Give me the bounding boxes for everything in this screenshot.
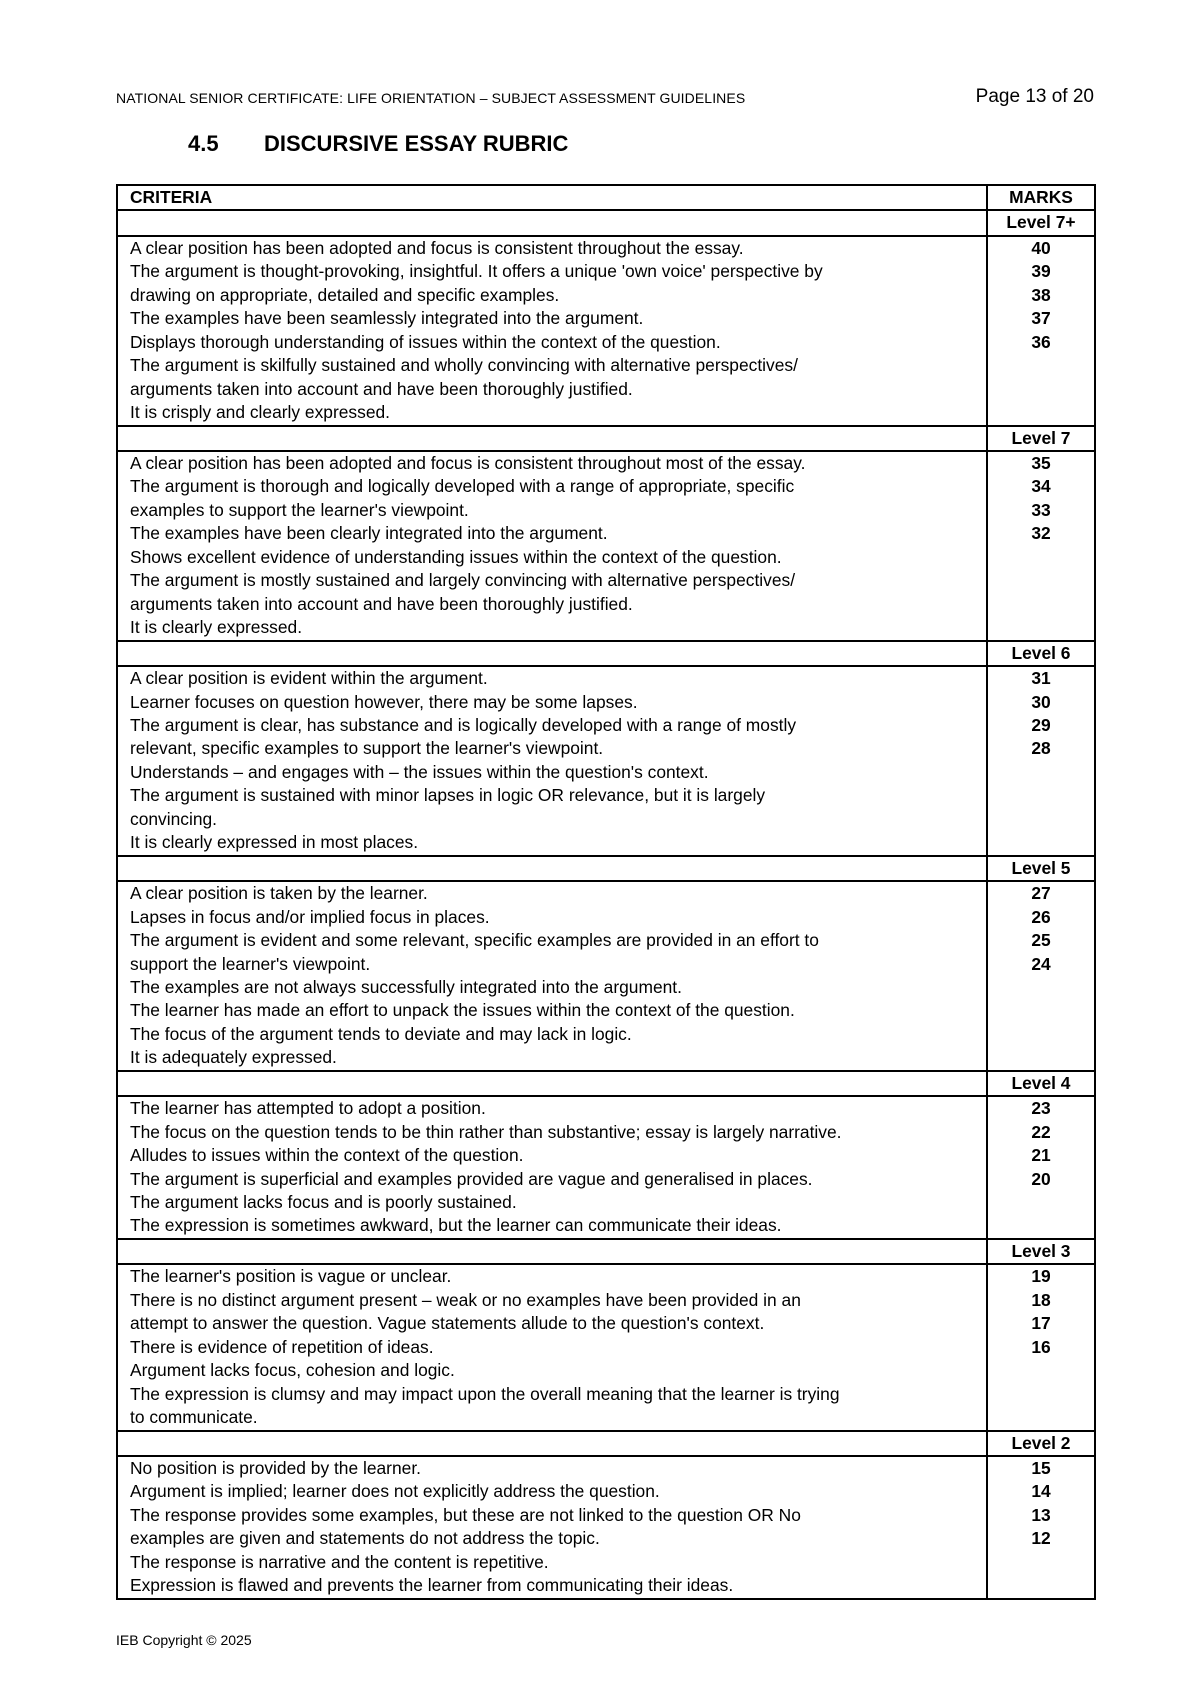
criteria-cell xyxy=(117,666,987,856)
criteria-line: The learner has made an effort to unpack the issues within the context of the question. xyxy=(130,1000,795,1021)
criteria-line: Displays thorough understanding of issues within the context of the question. xyxy=(130,331,721,352)
mark-value: 15 xyxy=(1031,1458,1051,1479)
criteria-line: The argument is superficial and examples provided are vague and generalised in places. xyxy=(130,1168,813,1189)
mark-value: 37 xyxy=(1031,308,1051,329)
criteria-line: The examples have been seamlessly integrated into the argument. xyxy=(130,308,644,329)
criteria-line: Shows excellent evidence of understanding issues within the context of the question. xyxy=(130,546,782,567)
level-row xyxy=(117,641,1095,666)
criteria-row xyxy=(117,881,1095,1071)
document-title: NATIONAL SENIOR CERTIFICATE: LIFE ORIENTATION – SUBJECT ASSESSMENT GUIDELINES xyxy=(116,90,746,106)
criteria-line: examples to support the learner's viewpoint. xyxy=(130,499,469,520)
table-header-row xyxy=(117,185,1095,210)
criteria-line: arguments taken into account and have been thoroughly justified. xyxy=(130,593,633,614)
criteria-row xyxy=(117,1264,1095,1430)
copyright-footer: IEB Copyright © 2025 xyxy=(116,1632,252,1648)
criteria-row xyxy=(117,236,1095,426)
criteria-line: The argument is sustained with minor lapses in logic OR relevance, but it is largely xyxy=(130,785,766,806)
page-number: Page 13 of 20 xyxy=(975,86,1094,107)
level-spacer xyxy=(117,641,987,666)
level-label: Level 7+ xyxy=(987,210,1095,235)
mark-value: 38 xyxy=(1031,284,1051,305)
criteria-line: The learner has attempted to adopt a position. xyxy=(130,1098,486,1119)
criteria-line: The examples have been clearly integrated into the argument. xyxy=(130,523,608,544)
level-label: Level 5 xyxy=(987,856,1095,881)
mark-value: 28 xyxy=(1031,738,1051,759)
criteria-line: There is evidence of repetition of ideas. xyxy=(130,1336,434,1357)
criteria-line: There is no distinct argument present – weak or no examples have been provided in an xyxy=(130,1289,801,1310)
level-spacer xyxy=(117,1071,987,1096)
criteria-line: The argument lacks focus and is poorly sustained. xyxy=(130,1192,517,1213)
mark-value: 19 xyxy=(1031,1266,1051,1287)
level-spacer xyxy=(117,856,987,881)
criteria-line: The learner's position is vague or unclear. xyxy=(130,1266,452,1287)
criteria-line: The argument is skilfully sustained and wholly convincing with alternative perspectives/ xyxy=(130,355,798,376)
criteria-row xyxy=(117,666,1095,856)
marks-cell xyxy=(987,1456,1095,1599)
criteria-line: Expression is flawed and prevents the learner from communicating their ideas. xyxy=(130,1575,734,1596)
mark-value: 39 xyxy=(1031,261,1051,282)
mark-value: 18 xyxy=(1031,1289,1051,1310)
criteria-row xyxy=(117,1456,1095,1599)
criteria-line: examples are given and statements do not address the topic. xyxy=(130,1528,600,1549)
mark-value: 27 xyxy=(1031,883,1051,904)
criteria-line: arguments taken into account and have been thoroughly justified. xyxy=(130,378,633,399)
criteria-line: It is crisply and clearly expressed. xyxy=(130,402,390,423)
mark-value: 36 xyxy=(1031,331,1051,352)
criteria-line: The argument is clear, has substance and is logically developed with a range of mostly xyxy=(130,714,797,735)
criteria-line: The response provides some examples, but these are not linked to the question OR No xyxy=(130,1504,801,1525)
criteria-line: A clear position is taken by the learner. xyxy=(130,883,428,904)
criteria-line: support the learner's viewpoint. xyxy=(130,953,371,974)
criteria-line: convincing. xyxy=(130,808,218,829)
page-header xyxy=(116,86,1094,114)
criteria-line: A clear position is evident within the argument. xyxy=(130,668,488,689)
section-number: 4.5 xyxy=(188,131,219,156)
criteria-cell xyxy=(117,236,987,426)
marks-cell xyxy=(987,236,1095,426)
mark-value: 17 xyxy=(1031,1313,1051,1334)
mark-value: 32 xyxy=(1031,523,1051,544)
mark-value: 20 xyxy=(1031,1168,1051,1189)
mark-value: 30 xyxy=(1031,691,1051,712)
level-row xyxy=(117,210,1095,235)
mark-value: 29 xyxy=(1031,714,1051,735)
criteria-line: The argument is thought-provoking, insightful. It offers a unique 'own voice' perspective by xyxy=(130,261,823,282)
criteria-line: relevant, specific examples to support the learner's viewpoint. xyxy=(130,738,604,759)
marks-cell xyxy=(987,1264,1095,1430)
mark-value: 14 xyxy=(1031,1481,1051,1502)
criteria-line: No position is provided by the learner. xyxy=(130,1458,421,1479)
criteria-line: It is adequately expressed. xyxy=(130,1047,337,1068)
criteria-cell xyxy=(117,1264,987,1430)
section-heading xyxy=(188,131,568,157)
level-spacer xyxy=(117,210,987,235)
criteria-header: CRITERIA xyxy=(117,185,987,210)
criteria-line: Argument is implied; learner does not explicitly address the question. xyxy=(130,1481,660,1502)
criteria-line: The focus of the argument tends to deviate and may lack in logic. xyxy=(130,1023,632,1044)
level-label: Level 4 xyxy=(987,1071,1095,1096)
level-label: Level 6 xyxy=(987,641,1095,666)
marks-cell xyxy=(987,666,1095,856)
mark-value: 22 xyxy=(1031,1121,1051,1142)
mark-value: 31 xyxy=(1031,668,1051,689)
criteria-line: It is clearly expressed in most places. xyxy=(130,832,419,853)
criteria-line: Alludes to issues within the context of the question. xyxy=(130,1145,524,1166)
level-row xyxy=(117,1431,1095,1456)
level-row xyxy=(117,1239,1095,1264)
criteria-line: A clear position has been adopted and focus is consistent throughout most of the essay. xyxy=(130,452,806,473)
level-label: Level 3 xyxy=(987,1239,1095,1264)
mark-value: 12 xyxy=(1031,1528,1051,1549)
mark-value: 34 xyxy=(1031,476,1051,497)
rubric-table xyxy=(116,184,1096,1600)
mark-value: 24 xyxy=(1031,953,1051,974)
level-row xyxy=(117,426,1095,451)
criteria-row xyxy=(117,1096,1095,1239)
level-row xyxy=(117,856,1095,881)
mark-value: 23 xyxy=(1031,1098,1051,1119)
criteria-line: A clear position has been adopted and focus is consistent throughout the essay. xyxy=(130,237,744,258)
level-row xyxy=(117,1071,1095,1096)
marks-cell xyxy=(987,881,1095,1071)
marks-header: MARKS xyxy=(987,185,1095,210)
mark-value: 25 xyxy=(1031,930,1051,951)
mark-value: 21 xyxy=(1031,1145,1051,1166)
mark-value: 40 xyxy=(1031,237,1051,258)
level-spacer xyxy=(117,1239,987,1264)
section-title: DISCURSIVE ESSAY RUBRIC xyxy=(264,131,569,156)
criteria-line: The response is narrative and the content is repetitive. xyxy=(130,1551,549,1572)
criteria-line: The examples are not always successfully integrated into the argument. xyxy=(130,976,682,997)
criteria-cell xyxy=(117,1096,987,1239)
level-label: Level 2 xyxy=(987,1431,1095,1456)
criteria-line: The expression is sometimes awkward, but the learner can communicate their ideas. xyxy=(130,1215,782,1236)
criteria-line: The argument is mostly sustained and largely convincing with alternative perspectives/ xyxy=(130,570,796,591)
marks-cell xyxy=(987,451,1095,641)
criteria-line: Lapses in focus and/or implied focus in places. xyxy=(130,906,490,927)
criteria-line: drawing on appropriate, detailed and specific examples. xyxy=(130,284,560,305)
criteria-line: It is clearly expressed. xyxy=(130,617,303,638)
level-spacer xyxy=(117,426,987,451)
mark-value: 26 xyxy=(1031,906,1051,927)
criteria-line: The expression is clumsy and may impact upon the overall meaning that the learner is trying xyxy=(130,1383,840,1404)
criteria-line: Understands – and engages with – the issues within the question's context. xyxy=(130,761,709,782)
criteria-line: to communicate. xyxy=(130,1407,258,1428)
criteria-line: attempt to answer the question. Vague statements allude to the question's context. xyxy=(130,1313,765,1334)
criteria-line: Learner focuses on question however, there may be some lapses. xyxy=(130,691,638,712)
criteria-line: Argument lacks focus, cohesion and logic. xyxy=(130,1360,455,1381)
marks-cell xyxy=(987,1096,1095,1239)
criteria-cell xyxy=(117,451,987,641)
criteria-line: The focus on the question tends to be thin rather than substantive; essay is largely narrative. xyxy=(130,1121,842,1142)
level-spacer xyxy=(117,1431,987,1456)
mark-value: 16 xyxy=(1031,1336,1051,1357)
criteria-line: The argument is thorough and logically developed with a range of appropriate, specific xyxy=(130,476,795,497)
mark-value: 13 xyxy=(1031,1504,1051,1525)
mark-value: 35 xyxy=(1031,452,1051,473)
mark-value: 33 xyxy=(1031,499,1051,520)
level-label: Level 7 xyxy=(987,426,1095,451)
criteria-line: The argument is evident and some relevant, specific examples are provided in an effort to xyxy=(130,930,819,951)
criteria-cell xyxy=(117,881,987,1071)
criteria-row xyxy=(117,451,1095,641)
criteria-cell xyxy=(117,1456,987,1599)
